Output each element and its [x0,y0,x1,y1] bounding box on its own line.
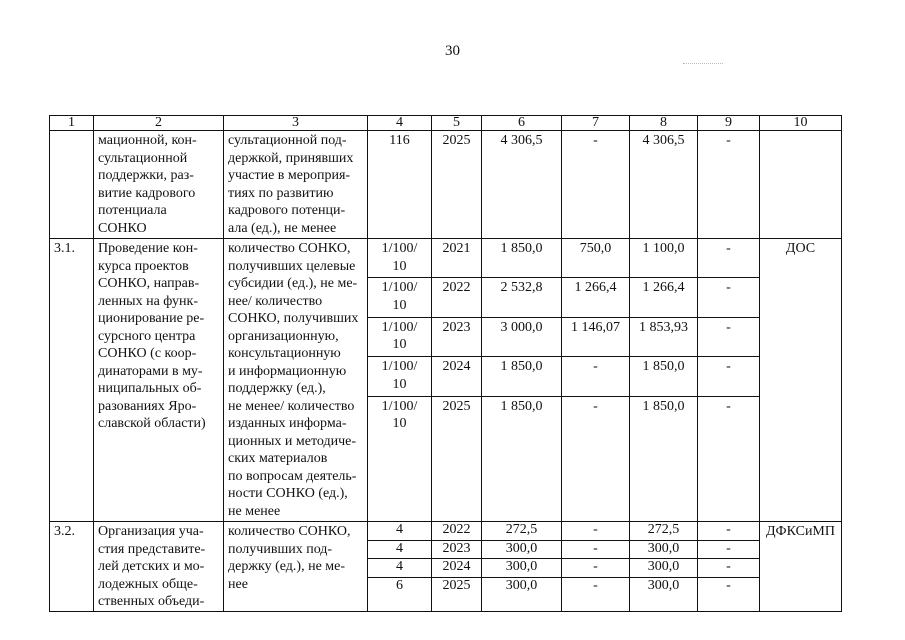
header-cell: 3 [224,116,368,131]
header-cell: 5 [432,116,482,131]
federal-amount: - [562,522,630,541]
header-cell: 10 [760,116,842,131]
year: 2021 [432,239,482,278]
year: 2025 [432,396,482,521]
regional-amount: 1 100,0 [630,239,698,278]
federal-amount: - [562,131,630,239]
federal-amount: - [562,357,630,396]
scan-speck [683,63,723,65]
total-amount: 1 850,0 [482,239,562,278]
indicator-value: 1/100/ 10 [368,278,432,317]
total-amount: 4 306,5 [482,131,562,239]
regional-amount: 1 850,0 [630,357,698,396]
header-cell: 1 [50,116,94,131]
executor [760,131,842,239]
indicator-value: 4 [368,540,432,559]
total-amount: 272,5 [482,522,562,541]
federal-amount: - [562,396,630,521]
table-row [50,522,842,541]
other-amount: - [698,278,760,317]
total-amount: 3 000,0 [482,317,562,356]
federal-amount: 750,0 [562,239,630,278]
year: 2022 [432,278,482,317]
indicator-value: 1/100/ 10 [368,396,432,521]
executor: ДФКСиМП [760,522,842,612]
other-amount: - [698,357,760,396]
indicator-value: 1/100/ 10 [368,317,432,356]
continuation-row [50,131,842,239]
regional-amount: 300,0 [630,559,698,578]
header-cell: 4 [368,116,432,131]
year: 2022 [432,522,482,541]
year: 2024 [432,559,482,578]
other-amount: - [698,559,760,578]
table-row [50,239,842,278]
indicator-value: 4 [368,559,432,578]
item-number [50,131,94,239]
header-cell: 9 [698,116,760,131]
federal-amount: - [562,577,630,611]
regional-amount: 1 850,0 [630,396,698,521]
item-name: Проведение кон- курса проектов СОНКО, направ- ленных на функ- ционирование ре- сурсного центра СОНКО (с коор- динаторами в му- ниципальных об- разованиях Яро- славской области) [94,239,224,522]
year: 2023 [432,540,482,559]
other-amount: - [698,577,760,611]
total-amount: 300,0 [482,540,562,559]
federal-amount: - [562,559,630,578]
header-cell: 8 [630,116,698,131]
total-amount: 1 850,0 [482,396,562,521]
item-name: Организация уча- стия представите- лей детских и мо- лодежных обще- ственных объеди- [94,522,224,612]
item-name: мационной, кон- сультационной поддержки, раз- витие кадрового потенциала СОНКО [94,131,224,239]
indicator-value: 6 [368,577,432,611]
regional-amount: 300,0 [630,540,698,559]
executor: ДОС [760,239,842,522]
other-amount: - [698,131,760,239]
total-amount: 2 532,8 [482,278,562,317]
year: 2025 [432,577,482,611]
indicator-value: 4 [368,522,432,541]
other-amount: - [698,396,760,521]
program-table [49,115,842,612]
year: 2025 [432,131,482,239]
regional-amount: 272,5 [630,522,698,541]
year: 2023 [432,317,482,356]
header-cell: 7 [562,116,630,131]
indicator-text: количество СОНКО, получивших целевые субсидии (ед.), не ме- нее/ количество СОНКО, получивших организационную, консультационную и информационную поддержку (ед.), не менее/ количество изданных информа- ционных и методиче- ских материалов по вопросам деятель- ности СОНКО (ед.), не менее [224,239,368,522]
item-number: 3.1. [50,239,94,522]
total-amount: 300,0 [482,577,562,611]
federal-amount: 1 266,4 [562,278,630,317]
total-amount: 1 850,0 [482,357,562,396]
other-amount: - [698,239,760,278]
header-cell: 6 [482,116,562,131]
indicator-text: сультационной под- держкой, принявших участие в мероприя- тиях по развитию кадрового потенци- ала (ед.), не менее [224,131,368,239]
item-number: 3.2. [50,522,94,612]
header-cell: 2 [94,116,224,131]
indicator-value: 1/100/ 10 [368,239,432,278]
indicator-value: 1/100/ 10 [368,357,432,396]
other-amount: - [698,540,760,559]
regional-amount: 1 853,93 [630,317,698,356]
federal-amount: - [562,540,630,559]
other-amount: - [698,317,760,356]
regional-amount: 1 266,4 [630,278,698,317]
indicator-value: 116 [368,131,432,239]
indicator-text: количество СОНКО, получивших под- держку (ед.), не ме- нее [224,522,368,612]
federal-amount: 1 146,07 [562,317,630,356]
regional-amount: 300,0 [630,577,698,611]
header-row [50,116,842,131]
year: 2024 [432,357,482,396]
page-number: 30 [445,43,460,59]
regional-amount: 4 306,5 [630,131,698,239]
total-amount: 300,0 [482,559,562,578]
other-amount: - [698,522,760,541]
